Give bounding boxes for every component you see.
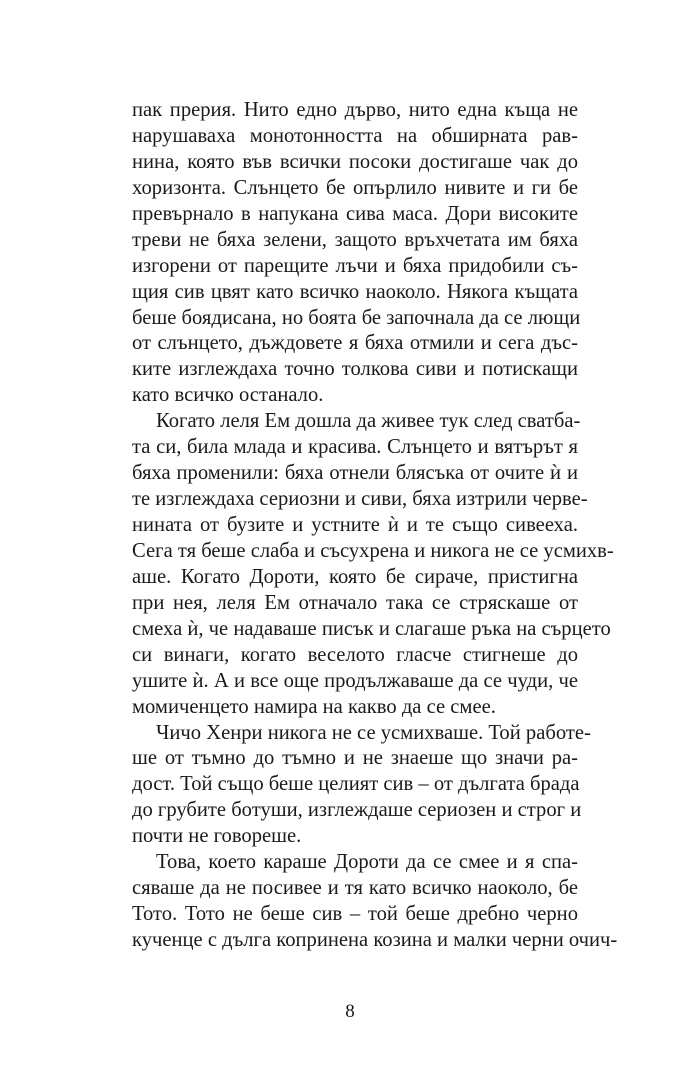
text-line: щия сив цвят като всичко наоколо. Някога къщата <box>132 280 578 303</box>
text-line: бяха променили: бяха отнели блясъка от очите ѝ и <box>132 462 578 485</box>
text-line: смеха ѝ, че надаваше писък и слагаше ръка на сърцето <box>132 617 611 640</box>
text-line: аше. Когато Дороти, която бе сираче, пристигна <box>132 565 578 588</box>
text-line: почти не говореше. <box>132 825 302 848</box>
text-line: нината от бузите и устните ѝ и те също сивееха. <box>132 514 578 536</box>
text-line: дост. Той също беше целият сив – от дългата брада <box>132 773 580 796</box>
text-line: нарушаваха монотонността на обширната рав- <box>132 124 578 147</box>
text-line: ше от тъмно до тъмно и не знаеше що значи ра- <box>132 747 578 770</box>
text-line: ките изглеждаха точно толкова сиви и потискащи <box>132 358 578 381</box>
text-line: Сега тя беше слаба и съсухрена и никога не се усмихв- <box>132 539 614 562</box>
text-line: като всичко останало. <box>132 384 324 407</box>
body-text <box>132 98 618 954</box>
paragraph-start: Чичо Хенри никога не се усмихваше. Той работе- <box>156 721 591 744</box>
text-line: превърнало в напукана сива маса. Дори високите <box>132 202 578 225</box>
text-line: сяваше да не посивее и тя като всичко наоколо, бе <box>132 877 578 900</box>
text-line: те изглеждаха сериозни и сиви, бяха изтрили черве- <box>132 488 588 511</box>
paragraph-start: Когато леля Ем дошла да живее тук след сватба- <box>156 410 581 433</box>
text-line: треви не бяха зелени, защото връхчетата им бяха <box>132 228 578 251</box>
text-line: нина, която във всички посоки достигаше чак до <box>132 150 578 173</box>
text-line: при нея, леля Ем отначало така се стряскаше от <box>132 591 578 614</box>
text-line: си винаги, когато веселото гласче стигнеше до <box>132 643 578 666</box>
text-line: Тото. Тото не беше сив – той беше дребно черно <box>132 903 578 926</box>
text-line: изгорени от парещите лъчи и бяха придобили съ- <box>132 254 578 277</box>
text-line: момиченцето намира на какво да се смее. <box>132 695 496 718</box>
page-number: 8 <box>345 1001 355 1022</box>
text-line: ушите ѝ. А и все още продължаваше да се чуди, че <box>132 669 578 692</box>
paragraph-start: Това, което караше Дороти да се смее и я спа- <box>156 851 578 874</box>
text-line: беше боядисана, но боята бе започнала да се лющи <box>132 306 581 329</box>
text-line: кученце с дълга копринена козина и малки черни очич- <box>132 929 618 951</box>
text-line: хоризонта. Слънцето бе опърлило нивите и ги бе <box>132 176 578 199</box>
text-line: до грубите ботуши, изглеждаше сериозен и строг и <box>132 799 582 822</box>
text-line: та си, била млада и красива. Слънцето и вятърът я <box>132 436 578 459</box>
text-line: пак прерия. Нито едно дърво, нито една къща не <box>132 99 578 121</box>
text-line: от слънцето, дъждовете я бяха отмили и сега дъс- <box>132 332 578 355</box>
